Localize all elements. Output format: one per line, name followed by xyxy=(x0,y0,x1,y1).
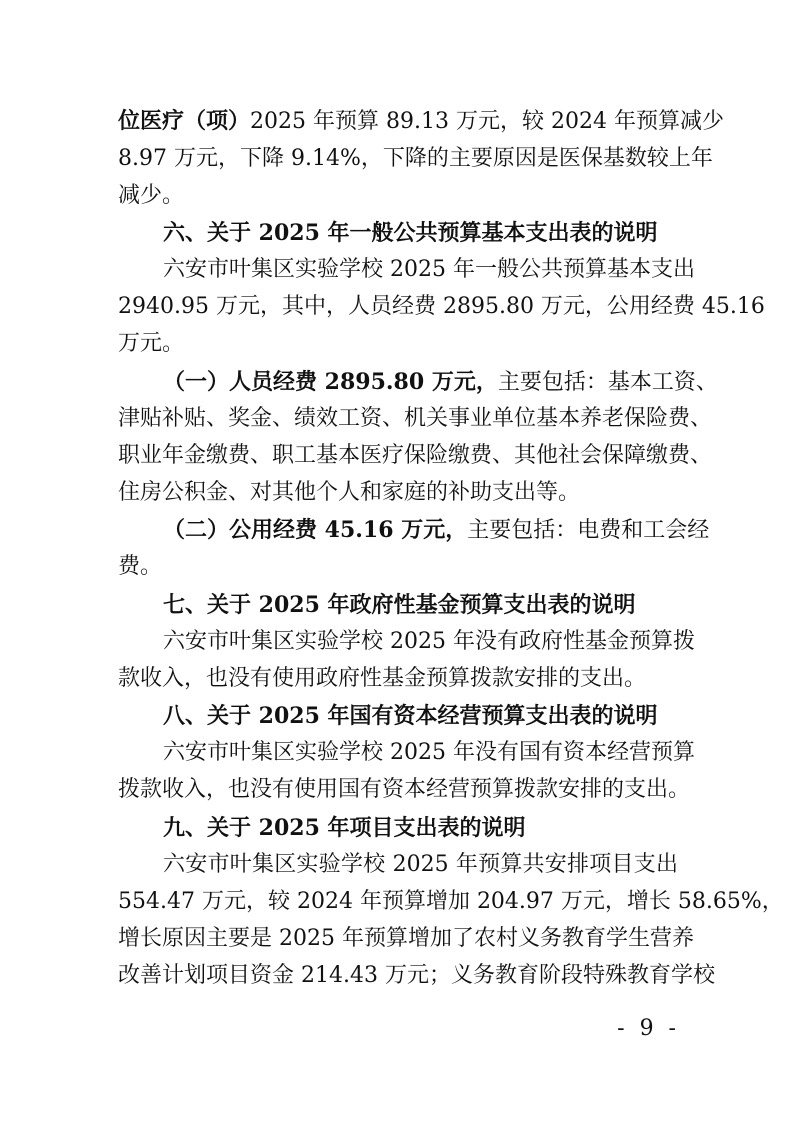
subheading-personnel: （一）人员经费 2895.80 万元， xyxy=(163,369,498,395)
paragraph-line: 六安市叶集区实验学校 2025 年没有国有资本经营预算 xyxy=(163,740,695,765)
paragraph-line: 六安市叶集区实验学校 2025 年一般公共预算基本支出 xyxy=(163,257,695,282)
paragraph-line xyxy=(163,511,710,549)
paragraph-line: 费。 xyxy=(118,554,163,579)
paragraph-line: 款收入，也没有使用政府性基金预算拨款安排的支出。 xyxy=(118,666,647,691)
paragraph-line: 拨款收入，也没有使用国有资本经营预算拨款安排的支出。 xyxy=(118,777,691,802)
paragraph-line: 改善计划项目资金 214.43 万元；义务教育阶段特殊教育学校 xyxy=(118,963,715,988)
paragraph-text: 主要包括：电费和工会经 xyxy=(467,518,710,543)
paragraph-line: 万元。 xyxy=(118,331,185,356)
section-heading: 七、关于 2025 年政府性基金预算支出表的说明 xyxy=(163,592,636,618)
paragraph-text: 2025 年预算 89.13 万元，较 2024 年预算减少 xyxy=(250,109,724,134)
paragraph-line: 2940.95 万元，其中，人员经费 2895.80 万元，公用经费 45.16 xyxy=(118,294,765,319)
subheading-public: （二）公用经费 45.16 万元， xyxy=(163,517,468,543)
page-number: - 9 - xyxy=(617,1016,680,1041)
section-heading: 九、关于 2025 年项目支出表的说明 xyxy=(163,815,526,841)
paragraph-line: 8.97 万元，下降 9.14%，下降的主要原因是医保基数较上年 xyxy=(118,146,713,171)
paragraph-line: 职业年金缴费、职工基本医疗保险缴费、其他社会保障缴费、 xyxy=(118,443,713,468)
section-heading: 六、关于 2025 年一般公共预算基本支出表的说明 xyxy=(163,220,658,246)
paragraph-line xyxy=(163,363,718,401)
paragraph-text: 主要包括：基本工资、 xyxy=(497,370,718,395)
paragraph-line: 六安市叶集区实验学校 2025 年预算共安排项目支出 xyxy=(163,852,678,877)
paragraph-line: 津贴补贴、奖金、绩效工资、机关事业单位基本养老保险费、 xyxy=(118,406,713,431)
section-heading: 八、关于 2025 年国有资本经营预算支出表的说明 xyxy=(163,703,658,729)
paragraph-line: 住房公积金、对其他个人和家庭的补助支出等。 xyxy=(118,480,581,505)
bold-term: 位医疗（项） xyxy=(118,108,251,134)
paragraph-line: 增长原因主要是 2025 年预算增加了农村义务教育学生营养 xyxy=(118,926,694,951)
paragraph-line: 减少。 xyxy=(118,183,185,208)
paragraph-line: 554.47 万元，较 2024 年预算增加 204.97 万元，增长 58.65%， xyxy=(118,889,784,914)
paragraph-line xyxy=(118,102,724,140)
paragraph-line: 六安市叶集区实验学校 2025 年没有政府性基金预算拨 xyxy=(163,629,695,654)
